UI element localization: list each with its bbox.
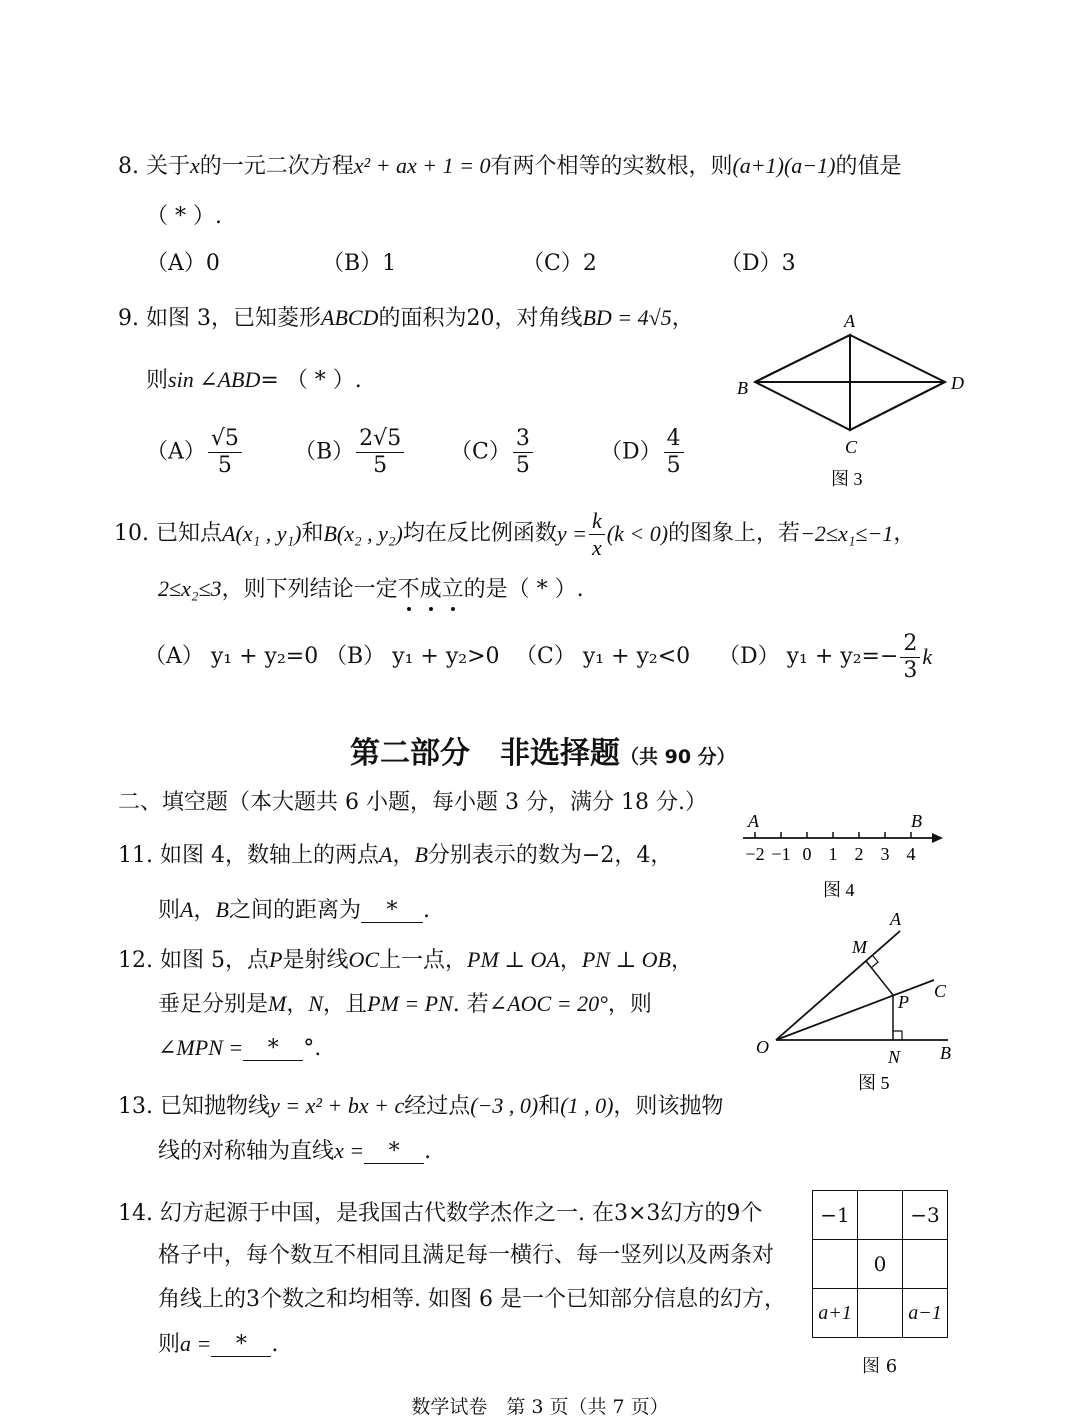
denominator: 5 [373, 453, 388, 478]
question-number: 8. [118, 154, 139, 179]
question-text: 和 [301, 521, 324, 546]
grid-row [813, 1289, 948, 1338]
fraction [208, 428, 242, 477]
label-m: M [852, 937, 867, 957]
label-c: C [934, 981, 947, 1001]
question-text: 则 [158, 898, 181, 923]
equality: PM = PN [367, 991, 453, 1016]
label-p: P [898, 992, 909, 1012]
fraction [664, 428, 684, 477]
angle-aoc: ∠AOC = 20° [488, 991, 608, 1016]
option-b: （B）1 [322, 251, 397, 276]
label-n: N [888, 1047, 901, 1067]
ray-oa [776, 931, 900, 1040]
answer-blank[interactable]: * [361, 900, 423, 923]
question-14-line-4 [158, 1333, 278, 1357]
point-b: B(x₂ , y₂) [323, 521, 403, 546]
grid-cell [903, 1240, 948, 1289]
question-text: = （ * ）. [260, 368, 362, 393]
question-number: 10. [114, 521, 149, 546]
diagonal-expression: BD = 4√5 [582, 305, 672, 330]
question-12-line-3 [158, 1037, 321, 1061]
option-d [600, 428, 686, 477]
label-b: B [940, 1043, 951, 1063]
figure-3-rhombus [725, 305, 985, 495]
tick-label: 1 [828, 844, 838, 864]
figure-caption: 图 5 [858, 1073, 890, 1093]
segment-pm [866, 961, 893, 995]
part-title: 第二部分 非选择题 [350, 736, 620, 771]
fraction [900, 630, 920, 683]
question-text: 垂足分别是 [158, 992, 269, 1017]
point-b: B [215, 897, 229, 922]
range-x2: 2≤x₂≤3 [158, 576, 222, 601]
question-text: ，对角线 [494, 306, 583, 331]
separator: ， [392, 843, 415, 868]
label-o: O [756, 1037, 769, 1057]
vertex-a-label: A [844, 311, 855, 331]
question-text: 是射线 [282, 948, 349, 973]
question-12-line-1 [118, 949, 693, 972]
question-8-line-2: （ * ）. [146, 204, 222, 229]
numerator: 2√5 [356, 428, 404, 453]
function-lhs: y = [556, 521, 588, 546]
denominator: x [592, 534, 602, 560]
option-a [146, 428, 244, 477]
question-text: 经过点 [404, 1094, 471, 1119]
point-a: A [379, 842, 393, 867]
ray-oc [776, 980, 934, 1040]
axis-expression: x = [334, 1138, 365, 1163]
option-label: （D） [600, 439, 662, 465]
question-10-line-1 [114, 507, 916, 560]
figure-4-number-line [735, 808, 950, 903]
option-text: （D） y₁ + y₂=− [718, 644, 899, 669]
figure-5-angle [748, 903, 968, 1098]
tick-label: −1 [771, 844, 791, 864]
question-text: ， [893, 521, 916, 546]
angle-mpn: ∠MPN = [158, 1035, 244, 1060]
tick-label: 0 [802, 844, 812, 864]
magic-square-grid [812, 1190, 948, 1338]
point-m: M [268, 991, 287, 1016]
denominator: 5 [217, 453, 232, 478]
question-text: 的面积为 [378, 306, 467, 331]
perpendicular-pm: PM ⊥ OA [467, 947, 560, 972]
expression: (a+1)(a−1) [732, 153, 836, 178]
condition: (k < 0) [606, 521, 669, 546]
sine-expression: sin ∠ABD [168, 367, 261, 392]
math-variable: x [190, 153, 200, 178]
point-1: (−3 , 0) [470, 1093, 539, 1118]
axis-arrow [932, 833, 943, 843]
page-footer: 数学试卷 第 3 页（共 7 页） [411, 1396, 669, 1418]
question-text: 线的对称轴为直线 [158, 1139, 335, 1164]
point-b: B [414, 842, 428, 867]
question-9-line-1 [118, 307, 694, 330]
separator: ， [559, 948, 582, 973]
grid-cell: a+1 [813, 1289, 858, 1338]
tick-label: 2 [854, 844, 864, 864]
fraction-k-over-x [589, 507, 605, 560]
part-two-heading [350, 728, 736, 772]
fraction [356, 428, 404, 477]
question-text: 关于 [146, 154, 191, 179]
question-text: 则 [158, 1332, 181, 1357]
option-c [450, 428, 535, 477]
option-d: （D）3 [720, 251, 796, 276]
answer-blank[interactable]: * [364, 1141, 424, 1164]
option-c: （C） y₁ + y₂<0 [515, 644, 691, 669]
numerator: k [589, 510, 605, 535]
grid-row [813, 1240, 948, 1289]
numerator: 4 [664, 428, 684, 453]
question-text: 的一元二次方程 [199, 154, 354, 179]
point-p: P [269, 947, 283, 972]
grid-cell: −3 [903, 1191, 948, 1240]
vertex-d-label: D [951, 373, 964, 393]
variable-expression: a = [180, 1331, 212, 1356]
point-n: N [308, 991, 324, 1016]
vertex-c-label: C [845, 437, 858, 457]
question-text: 和 [538, 1094, 561, 1119]
numerator: √5 [208, 428, 242, 453]
question-text: ，则 [607, 992, 652, 1017]
option-a: （A）0 [146, 251, 220, 276]
question-9-line-2 [146, 369, 362, 392]
part-score: （共 90 分） [620, 746, 736, 768]
point-a-label: A [748, 811, 759, 831]
question-text: 则 [146, 368, 169, 393]
question-10-line-2 [158, 578, 584, 601]
option-c: （C）2 [522, 251, 597, 276]
separator: ， [286, 992, 309, 1017]
grid-cell [858, 1191, 903, 1240]
option-label: （B） [294, 439, 355, 465]
ray-oc: OC [348, 947, 380, 972]
point-a: A [180, 897, 194, 922]
separator: ， [670, 948, 693, 973]
range-x1: −2≤x₁≤−1 [800, 521, 894, 546]
grid-cell: a−1 [903, 1289, 948, 1338]
question-text: 如图 3，已知菱形 [146, 306, 321, 331]
question-number: 9. [118, 306, 139, 331]
area-value: 20 [466, 306, 495, 331]
question-11-line-1 [118, 844, 672, 867]
question-text: 已知抛物线 [160, 1094, 271, 1119]
point-b-label: B [911, 811, 922, 831]
section-heading: 二、填空题（本大题共 6 小题，每小题 3 分，满分 18 分.） [118, 790, 707, 815]
numerator: 2 [900, 633, 920, 658]
question-text: . 若 [452, 992, 489, 1017]
right-angle-mark-m [871, 956, 878, 968]
option-b [294, 428, 406, 477]
label-a: A [890, 909, 901, 929]
option-label: （C） [450, 439, 511, 465]
tick-label: 4 [906, 844, 916, 864]
question-14-line-1 [118, 1203, 762, 1225]
option-d [718, 632, 932, 682]
question-text: 均在反比例函数 [402, 521, 557, 546]
question-number: 14. [118, 1201, 153, 1226]
grid-cell: −1 [813, 1191, 858, 1240]
figure-6-caption: 图 6 [862, 1356, 898, 1377]
question-text: ， [671, 306, 694, 331]
question-text: 如图 5，点 [160, 948, 269, 973]
question-text: °. [303, 1036, 322, 1061]
shape-name: ABCD [321, 305, 379, 330]
question-14-line-3: 角线上的3个数之和均相等. 如图 6 是一个已知部分信息的幻方， [158, 1287, 786, 1312]
option-text: k [922, 644, 933, 669]
question-text: 的是（ * ）. [463, 577, 584, 602]
question-12-line-2 [158, 993, 652, 1016]
parabola-equation: y = x² + bx + c [270, 1093, 405, 1118]
question-number: 12. [118, 948, 153, 973]
figure-caption: 图 4 [823, 880, 855, 900]
equation: x² + ax + 1 = 0 [353, 153, 491, 178]
question-text: 的图象上，若 [668, 521, 801, 546]
emphasis-char: 立 [441, 577, 464, 602]
tick-label: 3 [880, 844, 890, 864]
emphasis-char: 成 [419, 577, 442, 602]
right-angle-mark-n [893, 1031, 902, 1040]
question-14-line-2: 格子中，每个数互不相同且满足每一横行、每一竖列以及两条对 [158, 1243, 775, 1268]
emphasis-char: 不 [397, 577, 420, 602]
question-text: 上一点， [379, 948, 468, 973]
question-text: 之间的距离为 [228, 898, 361, 923]
question-text: ，且 [323, 992, 368, 1017]
vertex-b-label: B [737, 378, 748, 398]
perpendicular-pn: PN ⊥ OB [581, 947, 671, 972]
separator: ， [193, 898, 216, 923]
figure-caption: 图 3 [831, 469, 863, 489]
answer-blank[interactable]: * [211, 1334, 271, 1357]
denominator: 5 [515, 453, 530, 478]
question-11-line-2 [158, 899, 430, 923]
denominator: 5 [666, 453, 681, 478]
option-label: （A） [146, 439, 206, 465]
grid-cell: 0 [858, 1240, 903, 1289]
answer-blank[interactable]: * [243, 1038, 303, 1061]
question-13-line-2 [158, 1140, 431, 1164]
question-text: 幻方起源于中国，是我国古代数学杰作之一. 在3×3幻方的9个 [160, 1201, 763, 1226]
question-text: 已知点 [156, 521, 223, 546]
figure-6-magic-square [812, 1190, 948, 1338]
question-text: . [422, 898, 430, 923]
question-13-line-1 [118, 1095, 723, 1118]
question-text: 分别表示的数为−2，4， [427, 843, 673, 868]
question-text: 的值是 [835, 154, 902, 179]
question-text: . [271, 1332, 279, 1357]
question-text: 有两个相等的实数根，则 [490, 154, 733, 179]
tick-label: −2 [745, 844, 765, 864]
question-number: 13. [118, 1094, 153, 1119]
grid-row [813, 1191, 948, 1240]
numerator: 3 [513, 428, 533, 453]
question-text: 如图 4，数轴上的两点 [160, 843, 379, 868]
question-number: 11. [118, 843, 153, 868]
option-a: （A） y₁ + y₂=0 [144, 644, 319, 669]
question-8-line-1 [118, 155, 902, 178]
question-text: ，则该抛物 [613, 1094, 724, 1119]
point-2: (1 , 0) [560, 1093, 614, 1118]
point-a: A(x₁ , y₁) [222, 521, 302, 546]
fraction [513, 428, 533, 477]
question-text: . [424, 1139, 432, 1164]
question-text: ，则下列结论一定 [221, 577, 398, 602]
grid-cell [813, 1240, 858, 1289]
grid-cell [858, 1289, 903, 1338]
option-b: （B） y₁ + y₂>0 [325, 644, 500, 669]
denominator: 3 [903, 657, 918, 683]
